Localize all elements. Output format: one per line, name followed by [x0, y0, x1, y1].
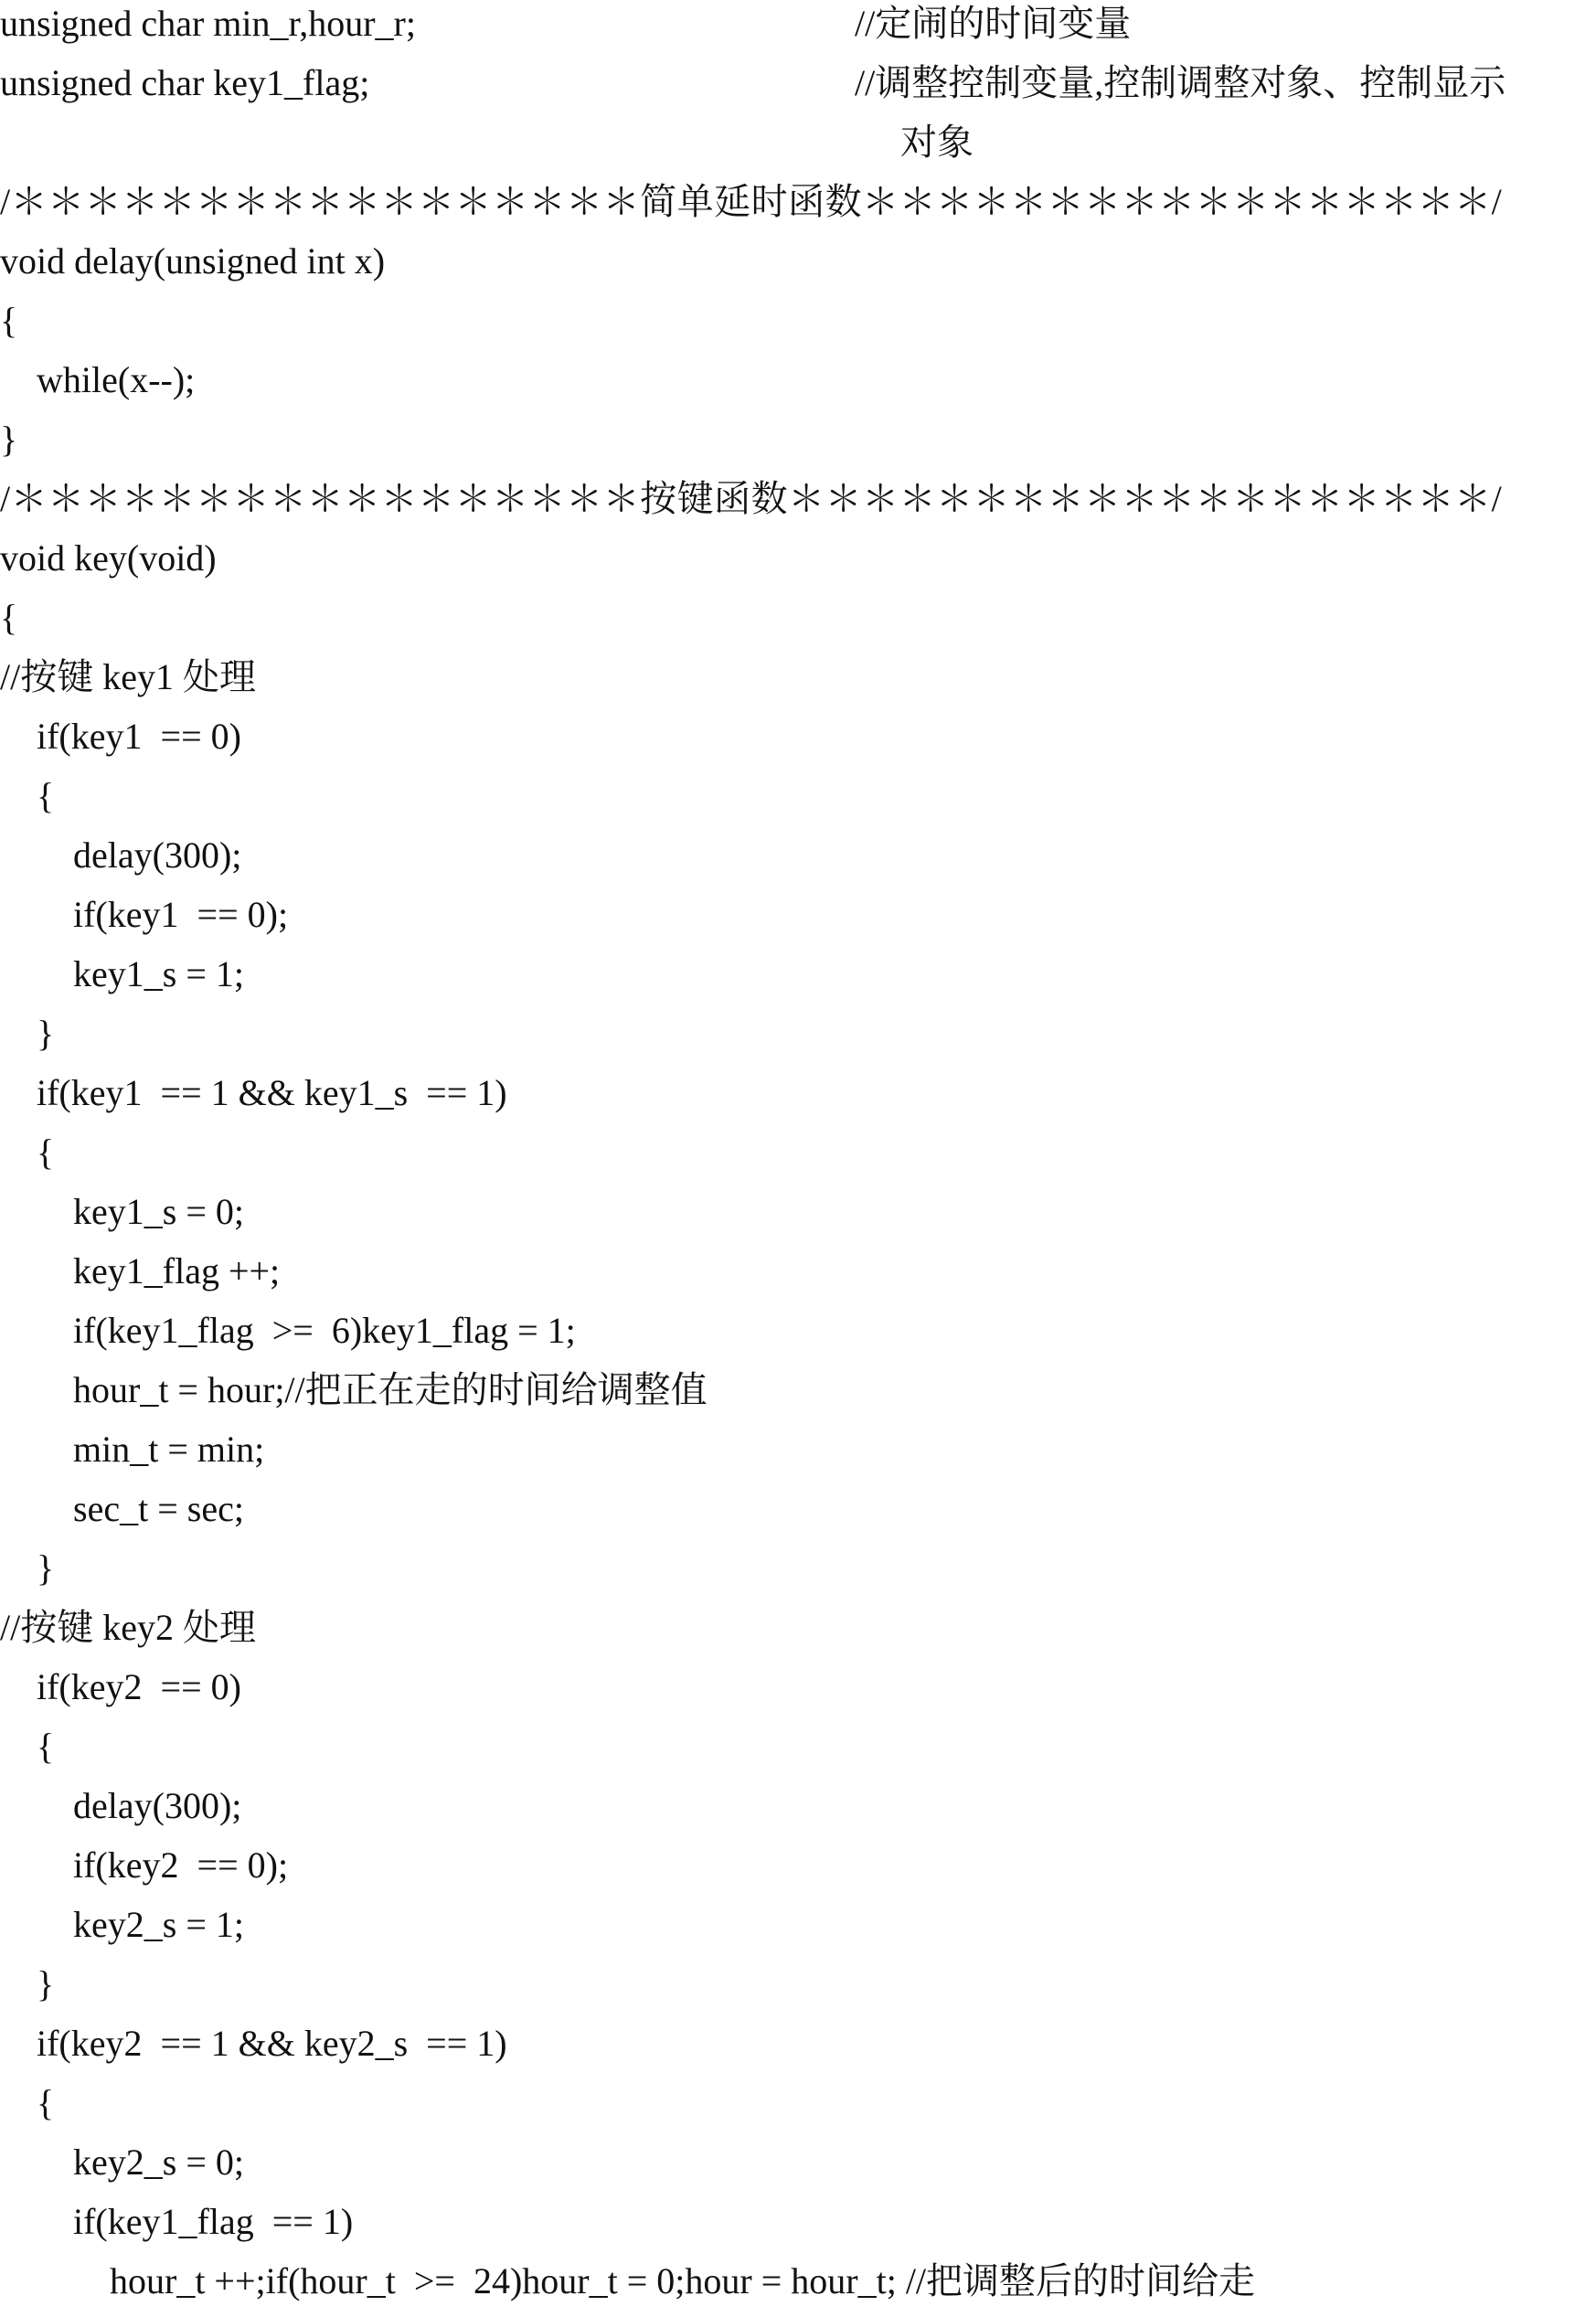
code-line: [0, 832, 241, 891]
code-text: key1_s = 1;: [0, 953, 244, 994]
code-line: [0, 951, 244, 1010]
code-text: //按键 key1 处理: [0, 656, 256, 697]
code-text: void delay(unsigned int x): [0, 240, 386, 282]
code-line: [0, 356, 195, 416]
code-line: [0, 475, 1502, 535]
code-line: [0, 535, 217, 594]
code-line: [0, 2258, 1255, 2317]
code-text: if(key1_flag >= 6)key1_flag = 1;: [0, 1310, 576, 1351]
code-text: /＊＊＊＊＊＊＊＊＊＊＊＊＊＊＊＊＊按键函数＊＊＊＊＊＊＊＊＊＊＊＊＊＊＊＊＊＊＊/: [0, 478, 1503, 519]
code-line: [0, 713, 241, 772]
code-text: void key(void): [0, 537, 217, 579]
code-line: [0, 59, 1506, 119]
code-line: [0, 772, 54, 832]
code-text: if(key1 == 1 && key1_s == 1): [0, 1072, 507, 1113]
code-line: [0, 1604, 256, 1663]
code-line: [0, 1248, 280, 1307]
code-text: delay(300);: [0, 834, 242, 876]
code-comment: 对象: [900, 122, 974, 163]
code-text: }: [0, 1547, 55, 1589]
code-line: [0, 1545, 54, 1604]
code-text: if(key2 == 0);: [0, 1844, 289, 1886]
code-text: if(key1 == 0): [0, 716, 241, 757]
code-line: [0, 178, 1502, 238]
code-text: }: [0, 1013, 55, 1054]
code-text: unsigned char key1_flag;: [0, 62, 370, 103]
code-text: hour_t = hour;//把正在走的时间给调整值: [0, 1369, 708, 1410]
code-text: hour_t ++;if(hour_t >= 24)hour_t = 0;hour = hour_t; //把调整后的时间给走: [0, 2260, 1256, 2301]
code-text: delay(300);: [0, 1785, 242, 1826]
code-text: key2_s = 0;: [0, 2142, 244, 2183]
code-text: //按键 key2 处理: [0, 1607, 256, 1648]
code-line: [0, 0, 1132, 59]
code-text: while(x--);: [0, 359, 196, 400]
code-line: [0, 1901, 244, 1961]
code-line: [0, 1485, 244, 1545]
code-comment: //定闹的时间变量: [855, 3, 1132, 44]
code-comment: //调整控制变量,控制调整对象、控制显示: [855, 62, 1506, 103]
code-line: [0, 594, 17, 654]
code-line: [0, 1842, 288, 1901]
code-text: {: [0, 1726, 55, 1767]
code-line: [0, 1069, 507, 1129]
code-line: [0, 1663, 241, 1723]
code-text: if(key1 == 0);: [0, 894, 289, 935]
code-line: [0, 2198, 353, 2258]
code-text: if(key2 == 0): [0, 1666, 241, 1707]
code-line: [0, 1426, 264, 1485]
code-text: {: [0, 300, 18, 341]
code-line: [0, 1307, 576, 1366]
code-line: [0, 891, 288, 951]
code-text: key1_flag ++;: [0, 1250, 281, 1291]
code-text: unsigned char min_r,hour_r;: [0, 3, 416, 44]
code-line: [0, 2139, 244, 2198]
code-line: [0, 297, 17, 356]
code-line: [0, 1782, 241, 1842]
code-line: [0, 416, 17, 475]
code-line: [0, 2079, 54, 2139]
code-text: key1_s = 0;: [0, 1191, 244, 1232]
code-text: {: [0, 1132, 55, 1173]
code-text: key2_s = 1;: [0, 1904, 244, 1945]
code-text: {: [0, 775, 55, 816]
code-line: [0, 2020, 507, 2079]
code-text: if(key2 == 1 && key2_s == 1): [0, 2023, 507, 2064]
code-line: [0, 1723, 54, 1782]
code-text: sec_t = sec;: [0, 1488, 244, 1529]
code-text: min_t = min;: [0, 1429, 265, 1470]
code-line: [0, 1366, 708, 1426]
code-line: [0, 238, 385, 297]
code-text: {: [0, 2082, 55, 2123]
code-text: {: [0, 597, 18, 638]
code-text: }: [0, 1963, 55, 2004]
code-text: }: [0, 419, 18, 460]
code-text: if(key1_flag == 1): [0, 2201, 354, 2242]
code-line: [0, 654, 256, 713]
code-line: [0, 1129, 54, 1188]
code-line: [0, 1010, 54, 1069]
code-line: [0, 1188, 244, 1248]
code-line: [0, 1961, 54, 2020]
code-text: /＊＊＊＊＊＊＊＊＊＊＊＊＊＊＊＊＊简单延时函数＊＊＊＊＊＊＊＊＊＊＊＊＊＊＊＊＊/: [0, 181, 1503, 222]
